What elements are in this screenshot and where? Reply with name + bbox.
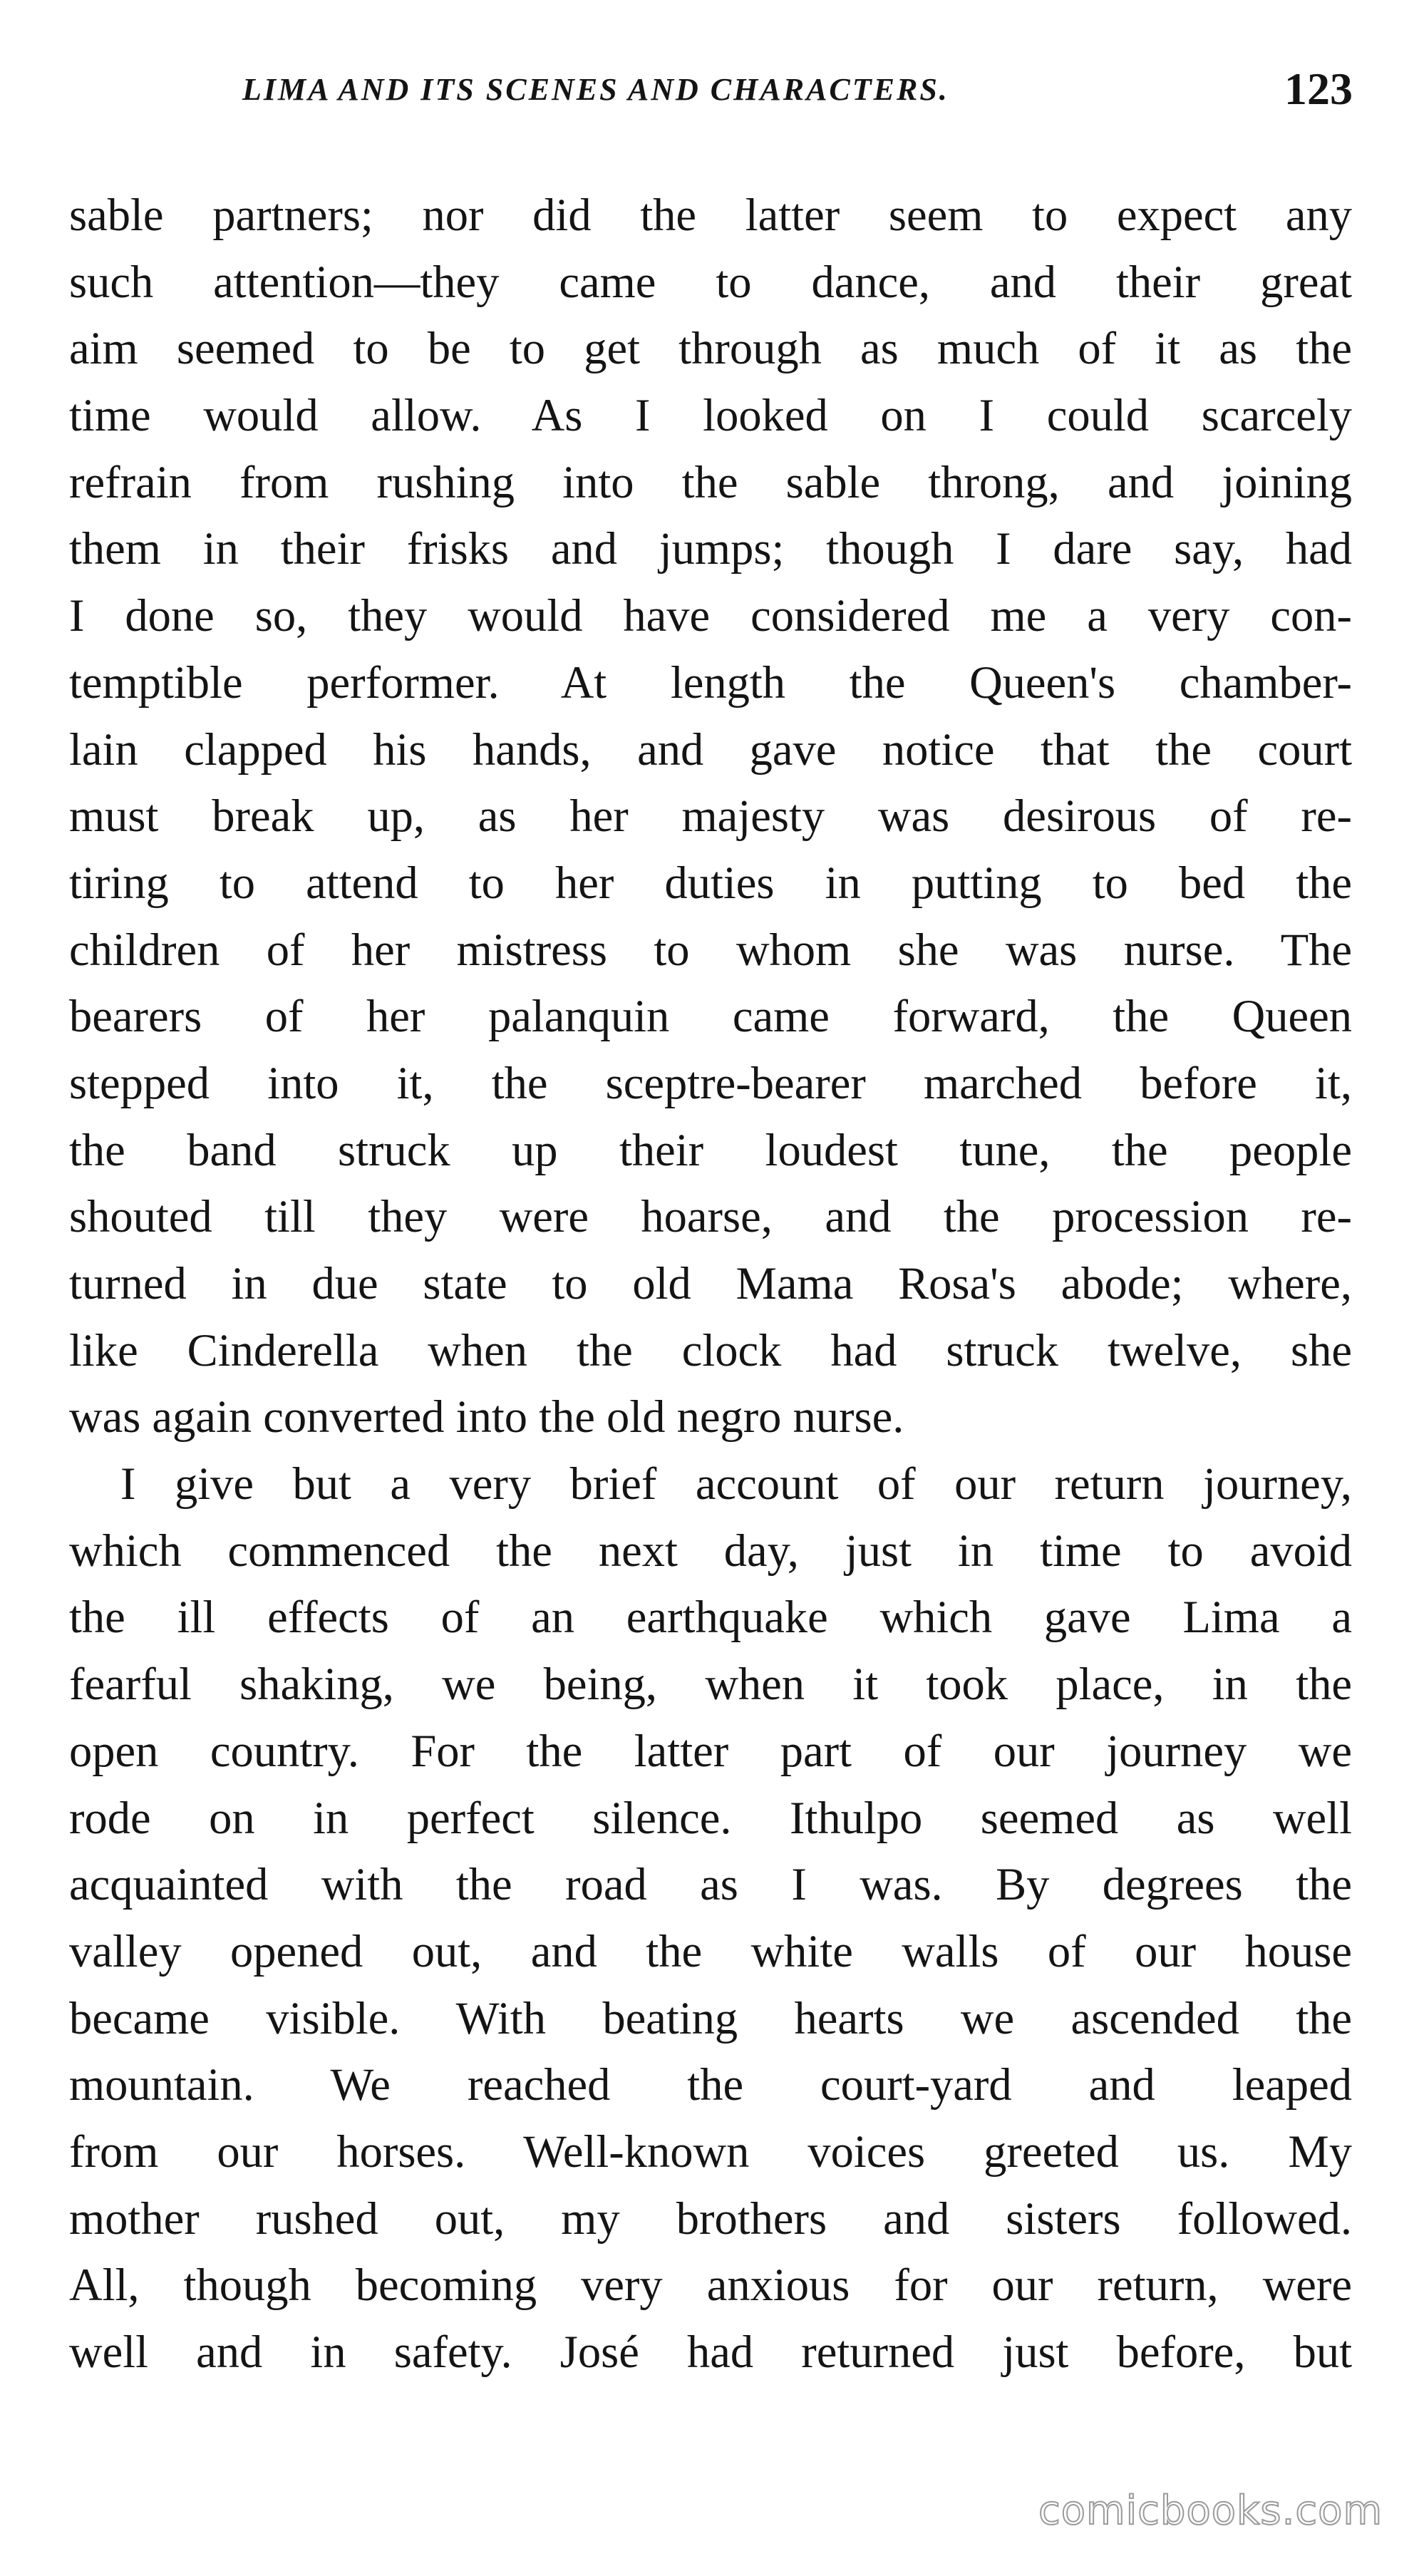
text-line: valley opened out, and the white walls of our house bbox=[69, 1925, 1352, 1977]
text-line: became visible. With beating hearts we ascended the bbox=[69, 1992, 1352, 2044]
text-line: mountain. We reached the court-yard and leaped bbox=[69, 2059, 1352, 2111]
running-title: LIMA AND ITS SCENES AND CHARACTERS. bbox=[242, 72, 949, 107]
text-line: I done so, they would have considered me a very con- bbox=[69, 590, 1352, 642]
text-line: the band struck up their loudest tune, the people bbox=[69, 1124, 1352, 1175]
text-line: temptible performer. At length the Queen's chamber- bbox=[69, 656, 1352, 708]
text-line: such attention—they came to dance, and their great bbox=[69, 256, 1352, 307]
text-line: like Cinderella when the clock had struck twelve, she bbox=[69, 1324, 1352, 1376]
text-line: turned in due state to old Mama Rosa's abode; where, bbox=[69, 1258, 1352, 1309]
running-head bbox=[242, 63, 1354, 127]
text-line: mother rushed out, my brothers and sisters followed. bbox=[69, 2193, 1352, 2244]
text-line: from our horses. Well-known voices greeted us. My bbox=[69, 2126, 1352, 2177]
text-line: sable partners; nor did the latter seem to expect any bbox=[69, 190, 1352, 240]
paragraph-1 bbox=[69, 182, 1352, 1451]
text-line: refrain from rushing into the sable throng, and joining bbox=[69, 456, 1352, 508]
text-line: children of her mistress to whom she was nurse. The bbox=[69, 924, 1352, 975]
text-line: the ill effects of an earthquake which gave Lima a bbox=[69, 1592, 1352, 1643]
text-line: acquainted with the road as I was. By degrees the bbox=[69, 1859, 1352, 1910]
watermark: comicbooks.com bbox=[1038, 2488, 1383, 2534]
text-line: aim seemed to be to get through as much of it as the bbox=[69, 323, 1352, 374]
text-line: bearers of her palanquin came forward, the Queen bbox=[69, 991, 1352, 1042]
text-line: fearful shaking, we being, when it took place, in the bbox=[69, 1659, 1352, 1710]
body-text bbox=[69, 182, 1352, 2386]
text-line: them in their frisks and jumps; though I dare say, had bbox=[69, 523, 1352, 575]
text-line: lain clapped his hands, and gave notice that the court bbox=[69, 723, 1352, 775]
text-line: shouted till they were hoarse, and the procession re- bbox=[69, 1191, 1352, 1242]
text-line: must break up, as her majesty was desirous of re- bbox=[69, 790, 1352, 842]
text-line: was again converted into the old negro nurse. bbox=[69, 1391, 904, 1443]
text-line: I give but a very brief account of our return journey, bbox=[120, 1458, 1352, 1510]
text-line: tiring to attend to her duties in putting to bed the bbox=[69, 857, 1352, 908]
text-line: All, though becoming very anxious for our return, were bbox=[69, 2260, 1352, 2311]
paragraph-2 bbox=[69, 1451, 1352, 2386]
text-line: rode on in perfect silence. Ithulpo seemed as well bbox=[69, 1792, 1352, 1843]
page-number: 123 bbox=[1284, 63, 1353, 114]
text-line: which commenced the next day, just in time to avoid bbox=[69, 1525, 1352, 1576]
text-line: open country. For the latter part of our journey we bbox=[69, 1725, 1352, 1776]
text-line: well and in safety. José had returned just before, but bbox=[69, 2327, 1352, 2377]
text-line: stepped into it, the sceptre-bearer marched before it, bbox=[69, 1057, 1352, 1108]
text-line: time would allow. As I looked on I could scarcely bbox=[69, 390, 1352, 441]
